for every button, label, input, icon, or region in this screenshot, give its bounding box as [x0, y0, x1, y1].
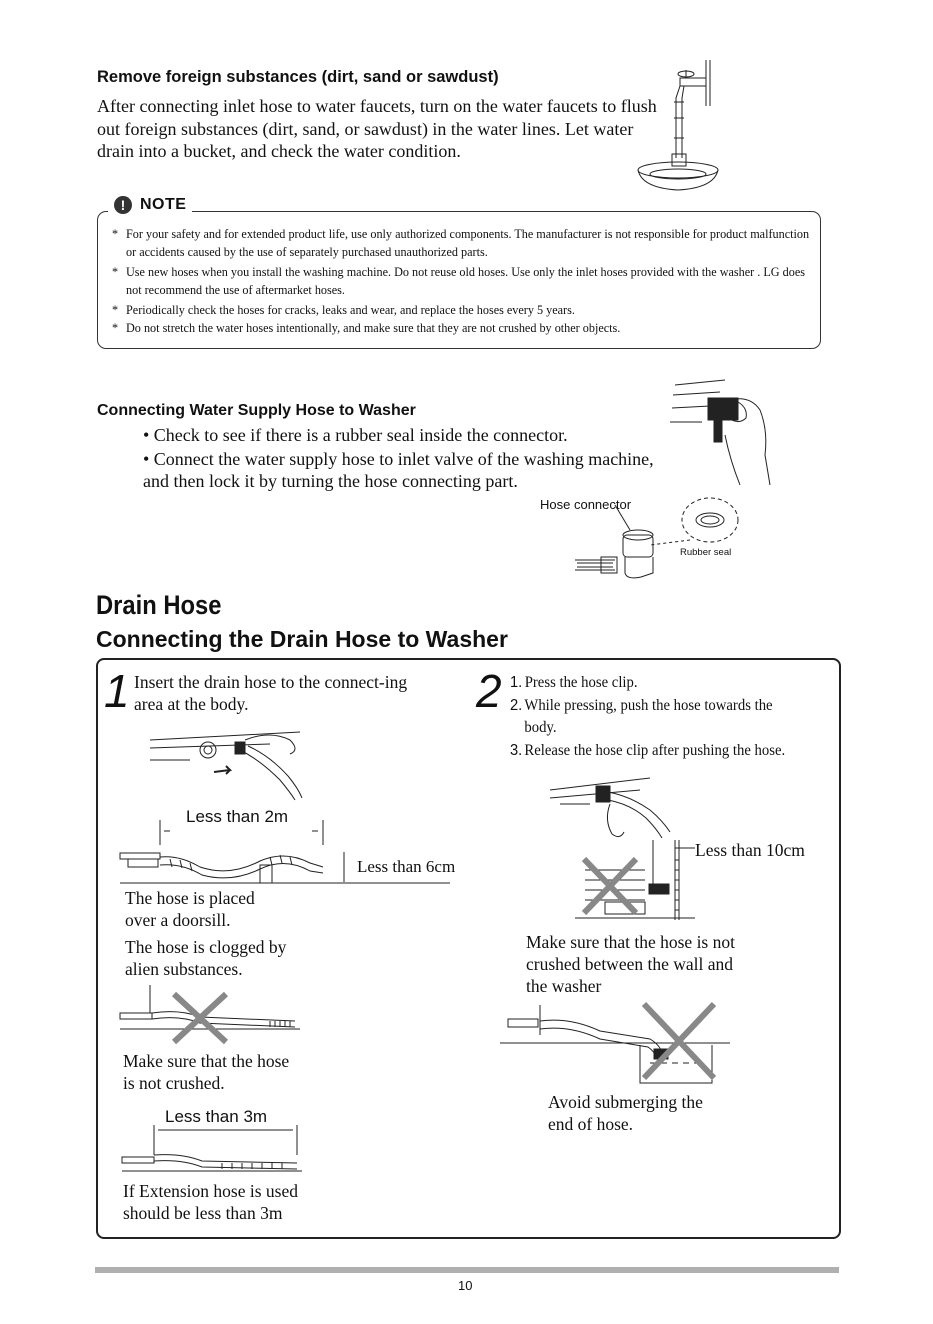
hose-connector-label: Hose connector: [540, 497, 632, 512]
remove-section-body: After connecting inlet hose to water faucets, turn on the water faucets to flush out foreign substances (dirt, sand, or sawdust) in the water lines. Let water drain into a bucket, and check the water condition.: [97, 96, 657, 161]
step-2-item-text: While pressing, push the hose towards the body.: [524, 696, 773, 736]
step-2-instructions: [510, 672, 786, 762]
less-than-6cm-label: Less than 6cm: [357, 857, 456, 876]
remove-section-title: Remove foreign substances (dirt, sand or sawdust): [97, 68, 499, 86]
step-1-number: 1: [104, 665, 130, 717]
page-number: 10: [458, 1278, 473, 1293]
note-item: * For your safety and for extended product life, use only authorized components. The manufacturer is not responsible for product malfunction or accidents caused by the use of separately purchased unauthorized parts.: [112, 226, 817, 261]
step-1-text: Insert the drain hose to the connect-ing area at the body.: [134, 672, 408, 714]
clogged-caption: The hose is clogged by alien substances.: [125, 937, 287, 979]
note-item: * Periodically check the hoses for cracks, leaks and wear, and replace the hoses every 5 years.: [112, 302, 817, 320]
exclamation-icon: !: [114, 196, 132, 214]
faucet-bucket-illustration: [630, 58, 720, 193]
doorsill-hose-illustration: [120, 815, 350, 890]
note-item: * Do not stretch the water hoses intentionally, and make sure that they are not crushed by other objects.: [112, 320, 817, 338]
connecting-supply-bullet-2: • Connect the water supply hose to inlet valve of the washing machine, and then lock it by turning the hose connecting part.: [143, 449, 654, 491]
connecting-drain-hose-title: Connecting the Drain Hose to Washer: [96, 626, 508, 652]
less-than-2m-label: Less than 2m: [186, 807, 289, 826]
wall-caption: Make sure that the hose is not crushed between the wall and the washer: [526, 932, 735, 996]
cross-icon: [640, 1000, 718, 1082]
connecting-supply-bullet-1: • Check to see if there is a rubber seal inside the connector.: [143, 425, 568, 445]
hose-clip-illustration: [550, 770, 675, 840]
not-crushed-caption: Make sure that the hose is not crushed.: [123, 1051, 290, 1093]
drain-hose-title: Drain Hose: [96, 590, 222, 620]
less-than-10cm-label: Less than 10cm: [695, 840, 805, 860]
drain-hose-insert-illustration: [150, 720, 310, 805]
cross-icon: [170, 990, 230, 1046]
step-2-item-number: 1.: [510, 674, 523, 691]
extension-hose-illustration: [122, 1125, 302, 1175]
rubber-seal-label: Rubber seal: [680, 547, 732, 558]
note-item: * Use new hoses when you install the washing machine. Do not reuse old hoses. Use only the inlet hoses provided with the washer . LG does not recommend the use of aftermarket hoses.: [112, 264, 817, 299]
step-2-item-number: 3.: [510, 741, 523, 759]
step-2-number: 2: [476, 665, 502, 717]
step-2-item-text: Release the hose clip after pushing the hose.: [524, 741, 786, 759]
connecting-supply-title: Connecting Water Supply Hose to Washer: [97, 402, 416, 419]
extension-caption: If Extension hose is used should be less than 3m: [123, 1181, 298, 1223]
doorsill-caption: The hose is placed over a doorsill.: [125, 888, 255, 930]
cross-icon: [580, 855, 640, 917]
height-marker-icon: [338, 852, 350, 882]
note-label: NOTE: [140, 196, 187, 213]
note-header: [108, 196, 192, 214]
step-2-item-number: 2.: [510, 696, 523, 714]
step-2-item-text: Press the hose clip.: [524, 674, 638, 691]
less-than-3m-label: Less than 3m: [165, 1107, 268, 1126]
hose-connector-rubber-seal-illustration: [575, 485, 745, 580]
hand-connecting-hose-illustration: [670, 380, 775, 490]
footer-divider: [95, 1267, 839, 1273]
note-list: [112, 226, 817, 340]
submerge-caption: Avoid submerging the end of hose.: [548, 1092, 703, 1134]
